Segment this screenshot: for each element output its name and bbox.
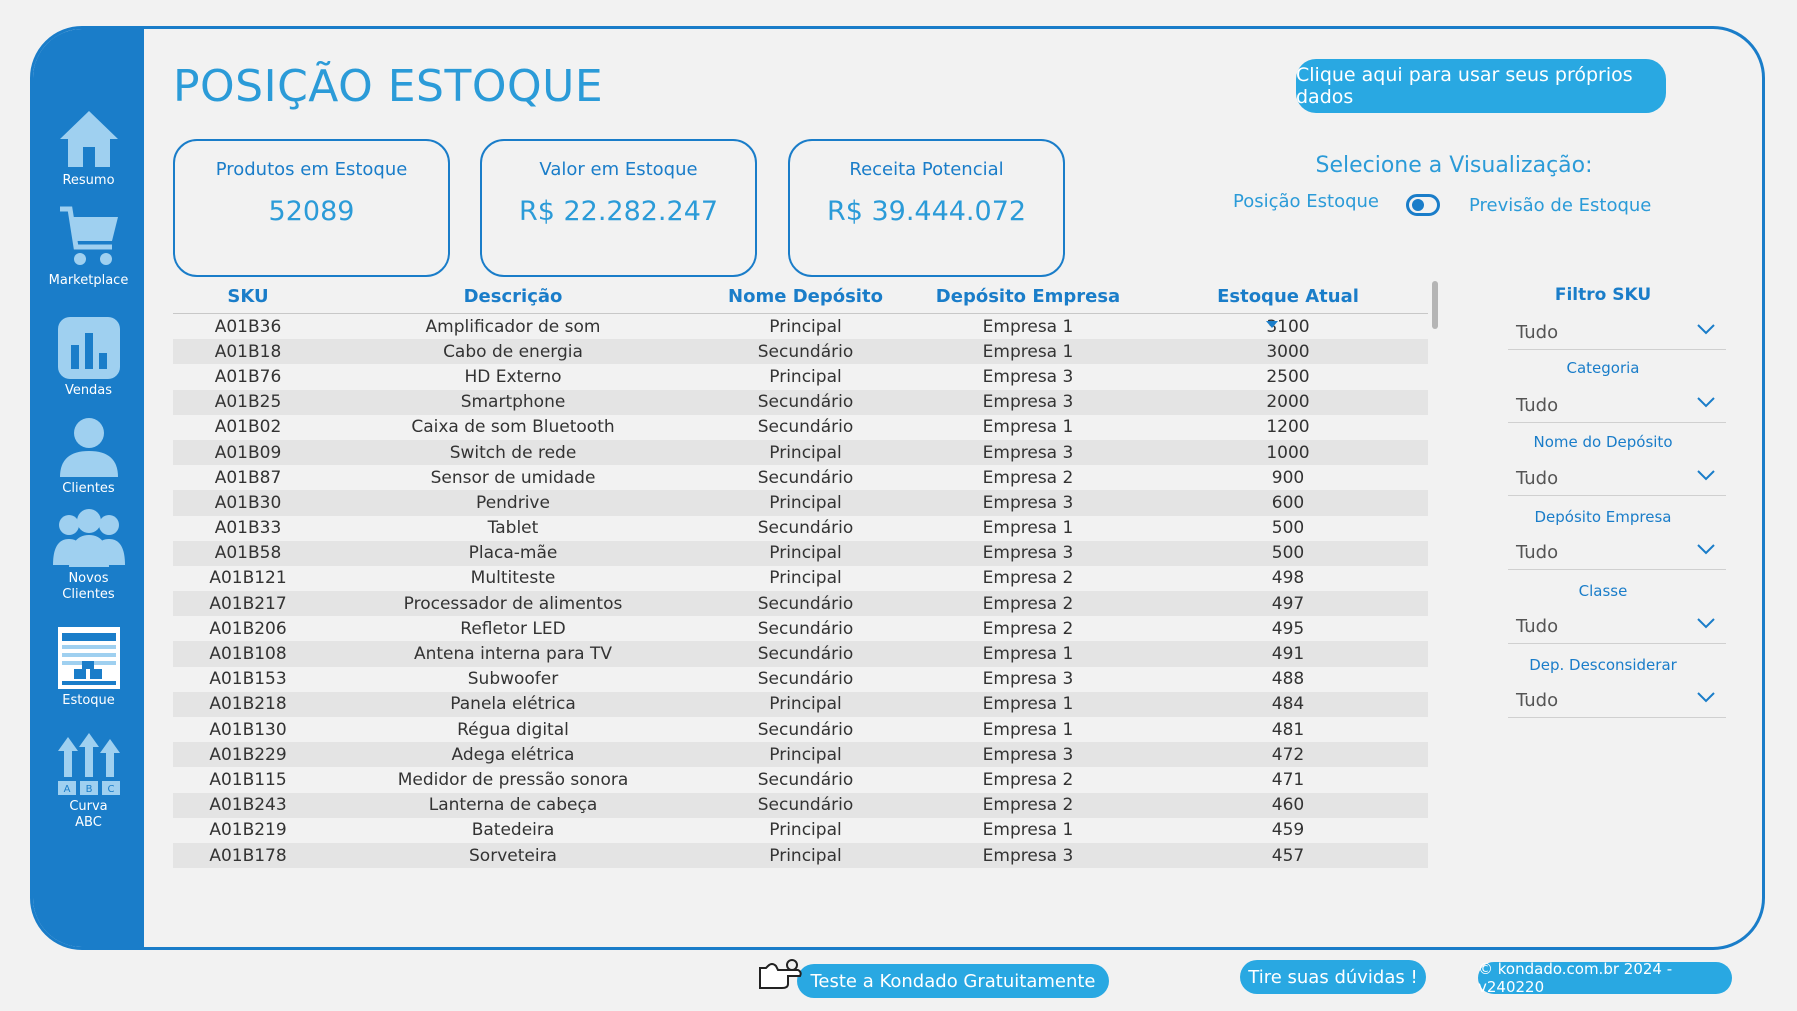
cell-sku: A01B02	[214, 417, 282, 438]
cell-nome-deposito: Secundário	[757, 769, 854, 790]
kpi-value: 52089	[268, 196, 355, 227]
cell-estoque-atual: 457	[1148, 843, 1428, 868]
kpi-value: R$ 22.282.247	[518, 196, 719, 227]
visualization-option-previsao[interactable]: Previsão de Estoque	[1469, 195, 1652, 216]
nav-resumo-label: Resumo	[62, 173, 115, 188]
table-row[interactable]	[173, 818, 1428, 843]
cell-sku: A01B219	[209, 820, 287, 841]
cell-nome-deposito: Principal	[769, 568, 842, 589]
cell-nome-deposito: Secundário	[703, 793, 908, 818]
cell-estoque-atual: 3100	[1266, 316, 1310, 337]
table-row[interactable]	[173, 390, 1428, 415]
table-row[interactable]	[173, 516, 1428, 541]
cell-sku: A01B09	[173, 440, 323, 465]
cell-sku: A01B218	[173, 692, 323, 717]
table-row[interactable]	[173, 767, 1428, 792]
nav-estoque[interactable]	[33, 625, 144, 709]
abc-letter-c: C	[107, 784, 114, 795]
table-row[interactable]	[173, 742, 1428, 767]
table-row[interactable]	[173, 667, 1428, 692]
cell-sku: A01B178	[173, 843, 323, 868]
scrollbar-thumb[interactable]	[1432, 281, 1438, 329]
cell-sku: A01B36	[214, 316, 282, 337]
filter-label: Dep. Desconsiderar	[1529, 656, 1677, 674]
cell-descricao: Batedeira	[471, 820, 555, 841]
person-icon	[56, 413, 122, 479]
cell-nome-deposito: Secundário	[703, 390, 908, 415]
cell-nome-deposito: Secundário	[757, 618, 854, 639]
nav-novos-clientes[interactable]	[33, 507, 144, 603]
cell-estoque-atual: 491	[1148, 641, 1428, 666]
cell-sku: A01B153	[209, 669, 287, 690]
cell-nome-deposito: Secundário	[703, 339, 908, 364]
cell-nome-deposito: Principal	[703, 490, 908, 515]
cell-deposito-empresa: Empresa 2	[982, 769, 1074, 790]
nav-novos-label-1: Novos	[68, 571, 109, 586]
cell-estoque-atual: 500	[1148, 541, 1428, 566]
cell-deposito-empresa: Empresa 3	[908, 440, 1148, 465]
nav-estoque-label: Estoque	[62, 693, 115, 708]
cell-estoque-atual: 484	[1148, 692, 1428, 717]
kpi-label: Receita Potencial	[849, 159, 1004, 180]
cell-estoque-atual: 497	[1148, 591, 1428, 616]
chevron-down-icon[interactable]	[1696, 395, 1716, 409]
cell-sku: A01B217	[173, 591, 323, 616]
visualization-title: Selecione a Visualização:	[1315, 153, 1593, 178]
kpi-label: Valor em Estoque	[539, 159, 698, 180]
table-row[interactable]	[173, 616, 1428, 641]
cell-deposito-empresa: Empresa 1	[908, 692, 1148, 717]
cell-descricao: Pendrive	[323, 490, 703, 515]
page-title: POSIÇÃO ESTOQUE	[173, 61, 604, 112]
copyright-label: © kondado.com.br 2024 - v240220	[1478, 960, 1673, 996]
cell-estoque-atual: 600	[1148, 490, 1428, 515]
pointing-hand-icon	[756, 958, 802, 994]
ask-questions-button[interactable]	[1240, 960, 1426, 994]
cell-nome-deposito: Secundário	[757, 669, 854, 690]
nav-marketplace-label: Marketplace	[48, 273, 129, 288]
filter-label: Categoria	[1566, 359, 1640, 377]
cell-nome-deposito: Secundário	[703, 641, 908, 666]
cell-descricao: Processador de alimentos	[323, 591, 703, 616]
copyright-badge[interactable]	[1478, 962, 1732, 994]
cell-sku: A01B76	[214, 366, 282, 387]
cell-descricao: Caixa de som Bluetooth	[411, 417, 615, 438]
filter-dropdown[interactable]	[1508, 312, 1726, 350]
table-row[interactable]	[173, 843, 1428, 868]
cell-deposito-empresa: Empresa 1	[982, 417, 1074, 438]
filter-label: Filtro SKU	[1554, 285, 1652, 305]
home-icon	[56, 107, 122, 171]
cell-deposito-empresa: Empresa 3	[982, 366, 1074, 387]
cell-deposito-empresa: Empresa 3	[908, 490, 1148, 515]
cell-estoque-atual: 488	[1271, 669, 1305, 690]
cell-descricao: Medidor de pressão sonora	[397, 769, 629, 790]
cell-deposito-empresa: Empresa 3	[908, 541, 1148, 566]
cell-estoque-atual: 495	[1271, 618, 1305, 639]
cell-descricao: Tablet	[487, 518, 539, 539]
cell-estoque-atual: 2500	[1266, 366, 1310, 387]
cell-deposito-empresa: Empresa 1	[982, 518, 1074, 539]
chevron-down-icon[interactable]	[1696, 616, 1716, 630]
cell-sku: A01B33	[214, 518, 282, 539]
cell-deposito-empresa: Empresa 3	[908, 742, 1148, 767]
filter-label: Classe	[1578, 582, 1628, 600]
nav-curva-label-2: ABC	[75, 815, 102, 830]
chevron-down-icon[interactable]	[1696, 468, 1716, 482]
cell-descricao: Multiteste	[470, 568, 556, 589]
cell-descricao: Placa-mãe	[323, 541, 703, 566]
table-row[interactable]	[173, 490, 1428, 515]
table-row[interactable]	[173, 717, 1428, 742]
cell-estoque-atual: 498	[1271, 568, 1305, 589]
table-row[interactable]	[173, 692, 1428, 717]
cell-estoque-atual: 2000	[1148, 390, 1428, 415]
free-trial-button[interactable]	[797, 964, 1109, 998]
cell-nome-deposito: Secundário	[757, 417, 854, 438]
toggle-knob	[1412, 199, 1424, 211]
header-deposito-empresa[interactable]: Depósito Empresa	[908, 279, 1148, 314]
chevron-down-icon[interactable]	[1696, 690, 1716, 704]
cell-nome-deposito: Principal	[769, 366, 842, 387]
cell-estoque-atual: 460	[1148, 793, 1428, 818]
cell-descricao: HD Externo	[464, 366, 562, 387]
table-row[interactable]	[173, 541, 1428, 566]
cell-deposito-empresa: Empresa 2	[908, 793, 1148, 818]
cell-descricao: Cabo de energia	[323, 339, 703, 364]
cell-deposito-empresa: Empresa 1	[908, 641, 1148, 666]
cell-nome-deposito: Secundário	[703, 591, 908, 616]
cell-deposito-empresa: Empresa 2	[908, 591, 1148, 616]
cell-nome-deposito: Principal	[703, 541, 908, 566]
cell-descricao: Panela elétrica	[323, 692, 703, 717]
cell-estoque-atual: 500	[1271, 518, 1305, 539]
table-row[interactable]	[173, 465, 1428, 490]
ask-questions-label: Tire suas dúvidas !	[1248, 966, 1418, 988]
abc-letter-a: A	[63, 784, 70, 795]
cell-nome-deposito: Principal	[703, 692, 908, 717]
kpi-card-valor	[480, 139, 757, 277]
cell-estoque-atual: 1000	[1148, 440, 1428, 465]
cell-deposito-empresa: Empresa 1	[908, 339, 1148, 364]
cell-nome-deposito: Principal	[769, 316, 842, 337]
cell-estoque-atual: 481	[1271, 719, 1305, 740]
filter-label: Nome do Depósito	[1533, 433, 1673, 451]
cell-deposito-empresa: Empresa 3	[982, 669, 1074, 690]
cell-estoque-atual: 900	[1271, 467, 1305, 488]
sidebar	[33, 29, 144, 947]
filter-label: Depósito Empresa	[1534, 508, 1672, 526]
header-estoque-atual[interactable]: Estoque Atual	[1148, 279, 1428, 314]
cell-descricao: Adega elétrica	[323, 742, 703, 767]
table-row[interactable]	[173, 440, 1428, 465]
cell-sku: A01B130	[209, 719, 287, 740]
free-trial-label: Teste a Kondado Gratuitamente	[810, 970, 1096, 992]
header-descricao[interactable]: Descrição	[323, 279, 703, 314]
nav-novos-label-2: Clientes	[62, 587, 115, 602]
cell-descricao: Refletor LED	[460, 618, 566, 639]
header-nome-deposito[interactable]: Nome Depósito	[703, 279, 908, 314]
nav-clientes[interactable]	[33, 413, 144, 497]
abc-curve-icon	[56, 733, 122, 797]
cell-nome-deposito: Principal	[703, 742, 908, 767]
table-header-row	[173, 279, 1428, 314]
cell-estoque-atual: 472	[1148, 742, 1428, 767]
cell-descricao: Smartphone	[323, 390, 703, 415]
chevron-down-icon[interactable]	[1696, 542, 1716, 556]
cell-descricao: Sorveteira	[323, 843, 703, 868]
cell-descricao: Switch de rede	[323, 440, 703, 465]
cell-nome-deposito: Principal	[769, 820, 842, 841]
filter-value: Tudo	[1516, 616, 1559, 637]
cell-sku: A01B206	[209, 618, 287, 639]
cell-nome-deposito: Secundário	[757, 467, 854, 488]
nav-clientes-label: Clientes	[62, 481, 115, 496]
cell-estoque-atual: 471	[1271, 769, 1305, 790]
table-row[interactable]	[173, 364, 1428, 389]
chevron-down-icon[interactable]	[1696, 322, 1716, 336]
cell-deposito-empresa: Empresa 1	[982, 719, 1074, 740]
nav-vendas-label: Vendas	[64, 383, 113, 398]
cell-sku: A01B58	[173, 541, 323, 566]
cell-descricao: Lanterna de cabeça	[323, 793, 703, 818]
visualization-toggle[interactable]	[1406, 194, 1440, 216]
cell-descricao: Régua digital	[457, 719, 569, 740]
filter-value: Tudo	[1516, 468, 1559, 489]
nav-curva-label-1: Curva	[69, 799, 108, 814]
warehouse-icon	[56, 625, 122, 691]
cell-deposito-empresa: Empresa 3	[908, 390, 1148, 415]
cell-deposito-empresa: Empresa 3	[908, 843, 1148, 868]
cell-sku: A01B25	[173, 390, 323, 415]
cell-sku: A01B30	[173, 490, 323, 515]
cell-estoque-atual: 1200	[1266, 417, 1310, 438]
nav-curva-abc[interactable]	[33, 733, 144, 831]
cell-estoque-atual: 459	[1271, 820, 1305, 841]
cell-sku: A01B243	[173, 793, 323, 818]
cell-deposito-empresa: Empresa 1	[982, 316, 1074, 337]
cell-deposito-empresa: Empresa 2	[982, 467, 1074, 488]
kpi-value: R$ 39.444.072	[826, 196, 1027, 227]
table-row[interactable]	[173, 415, 1428, 440]
nav-marketplace[interactable]	[33, 203, 144, 289]
people-icon	[53, 507, 125, 569]
cell-nome-deposito: Principal	[703, 440, 908, 465]
cell-descricao: Antena interna para TV	[323, 641, 703, 666]
cell-sku: A01B121	[209, 568, 287, 589]
nav-resumo[interactable]	[33, 107, 144, 189]
sort-desc-icon[interactable]	[1266, 321, 1278, 328]
cell-estoque-atual: 3000	[1148, 339, 1428, 364]
table-row[interactable]	[173, 793, 1428, 818]
cell-deposito-empresa: Empresa 1	[982, 820, 1074, 841]
cell-descricao: Sensor de umidade	[430, 467, 596, 488]
filter-value: Tudo	[1516, 690, 1559, 711]
cell-sku: A01B115	[209, 769, 287, 790]
use-own-data-button[interactable]: Clique aqui para usar seus próprios dados	[1296, 59, 1666, 113]
cell-deposito-empresa: Empresa 2	[982, 568, 1074, 589]
table-scrollbar[interactable]	[1432, 281, 1438, 931]
kpi-card-receita	[788, 139, 1065, 277]
filter-dropdown[interactable]	[1508, 606, 1726, 644]
cell-descricao: Subwoofer	[467, 669, 559, 690]
header-sku[interactable]: SKU	[173, 279, 323, 314]
cell-deposito-empresa: Empresa 2	[982, 618, 1074, 639]
cell-sku: A01B87	[214, 467, 282, 488]
nav-vendas[interactable]	[33, 315, 144, 399]
dashboard-frame	[30, 26, 1765, 950]
cell-descricao: Amplificador de som	[425, 316, 601, 337]
visualization-option-posicao[interactable]: Posição Estoque	[1233, 191, 1379, 212]
cell-sku: A01B229	[173, 742, 323, 767]
table-row[interactable]	[173, 641, 1428, 666]
table-row[interactable]	[173, 339, 1428, 364]
cell-nome-deposito: Secundário	[757, 518, 854, 539]
bar-chart-icon	[56, 315, 122, 381]
filter-value: Tudo	[1516, 322, 1559, 343]
filter-dropdown[interactable]	[1508, 458, 1726, 496]
kpi-label: Produtos em Estoque	[215, 159, 408, 180]
stock-table	[173, 279, 1428, 934]
cell-nome-deposito: Principal	[703, 843, 908, 868]
table-row[interactable]	[173, 314, 1428, 340]
filter-dropdown[interactable]	[1508, 385, 1726, 423]
filter-value: Tudo	[1516, 395, 1559, 416]
cell-sku: A01B18	[173, 339, 323, 364]
abc-letter-b: B	[85, 784, 92, 795]
cell-sku: A01B108	[173, 641, 323, 666]
cell-nome-deposito: Secundário	[757, 719, 854, 740]
table-row[interactable]	[173, 591, 1428, 616]
filter-dropdown[interactable]	[1508, 532, 1726, 570]
filter-dropdown[interactable]	[1508, 680, 1726, 718]
table-row[interactable]	[173, 566, 1428, 591]
cart-icon	[56, 203, 122, 271]
kpi-card-produtos	[173, 139, 450, 277]
filter-value: Tudo	[1516, 542, 1559, 563]
